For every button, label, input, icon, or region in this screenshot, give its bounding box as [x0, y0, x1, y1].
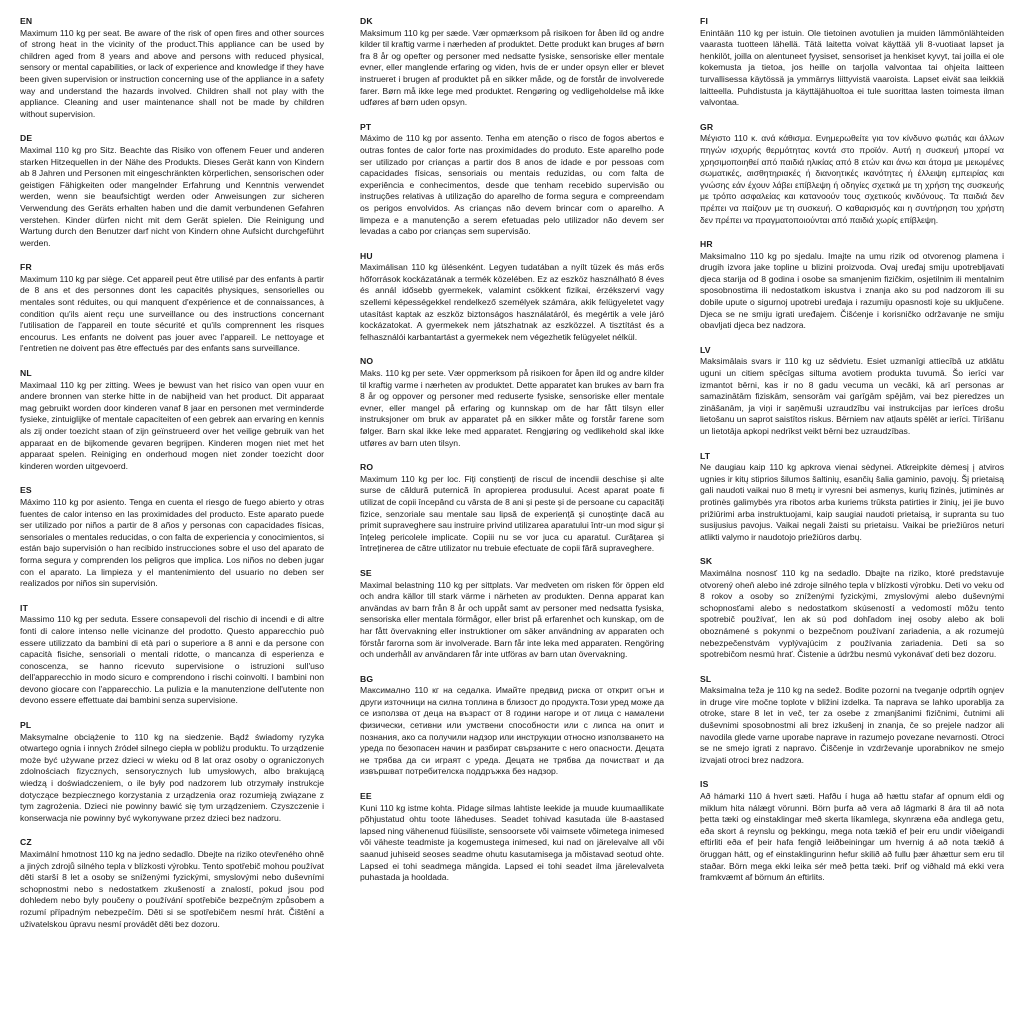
lang-code-ro: RO	[360, 462, 374, 473]
lang-code-pt: PT	[360, 121, 372, 132]
lang-section-ee	[360, 791, 664, 884]
lang-section-en	[20, 16, 324, 120]
lang-section-lv	[700, 345, 1004, 438]
lang-section-se	[360, 568, 664, 661]
lang-text-bg: Максимално 110 кг на седалка. Имайте предвид риска от открит огън и други източници на силна топлина в близост до продукта.Този уред може да се използва от деца на възраст от 8 години нагоре и от лица с намалени физически, сетивни или умствени способности или с липса на опит и познания, ако са получили надзор или инструкции относно използването на уреда по безопасен начин и разбират свързаните с него опасности. Децата не трябва да си играят с уреда. Децата не трябва да почистват и да извършват потребителска поддръжка без надзор.	[360, 685, 664, 777]
lang-code-fr: FR	[20, 262, 32, 273]
lang-text-fi: Enintään 110 kg per istuin. Ole tietoinen avotulien ja muiden lämmönlähteiden vaarasta tuotteen lähellä. Tätä laitetta voivat käyttää yli 8-vuotiaat lapset ja henkilöt, joilla on alentuneet fyysiset, sensoriset ja henkiset kyvyt, tai joilla ei ole kokemusta ja tietoa, jos heille on tarjolla valvontaa tai ohjeita laitteen turvallisessa käytössä ja ymmärrys liittyvistä vaaroista. Lapset eivät saa leikkiä laitteella. Puhdistusta ja käyttäjähuoltoa ei tule suorittaa lasten toimesta ilman valvontaa.	[700, 27, 1004, 108]
lang-section-gr	[700, 122, 1004, 226]
lang-code-bg: BG	[360, 673, 374, 684]
lang-section-is	[700, 779, 1004, 883]
lang-section-it	[20, 603, 324, 707]
lang-code-sl: SL	[700, 673, 712, 684]
lang-text-ro: Maximum 110 kg per loc. Fiți conștienți de riscul de incendii deschise și alte surse de căldură puternică în apropierea produsului. Acest aparat poate fi utilizat de copii începând cu vârsta de 8 ani și peste și de persoane cu capacități fizice, senzoriale sau mentale sau lipsă de experiență și cunoștințe dacă au primit supraveghere sau instruire privind utilizarea aparatului într-un mod sigur și înțeleg pericolele implicate. Copiii nu se vor juca cu aparatul. Curățarea și întreținerea de către utilizator nu trebuie efectuate de copii fără supraveghere.	[360, 473, 664, 554]
lang-text-hr: Maksimalno 110 kg po sjedalu. Imajte na umu rizik od otvorenog plamena i drugih izvora jake topline u blizini proizvoda. Ovaj uređaj smiju upotrebljavati djeca starija od 8 godina i osobe sa smanjenim fizičkim, osjetilnim ili mentalnim sposobnostima ili nedostatkom iskustva i znanja ako su pod nadzorom ili su dobile upute o sigurnoj upotrebi uređaja i razumiju opasnosti koje su uključene. Djeca se ne smiju igrati uređajem. Čišćenje i korisničko održavanje ne smiju obavljati djeca bez nadzora.	[700, 250, 1004, 331]
lang-section-ro	[360, 462, 664, 555]
lang-code-es: ES	[20, 485, 32, 496]
lang-code-nl: NL	[20, 368, 32, 379]
column-left	[20, 16, 324, 1010]
lang-code-no: NO	[360, 356, 374, 367]
lang-text-nl: Maximaal 110 kg per zitting. Wees je bewust van het risico van open vuur en andere bronnen van sterke hitte in de nabijheid van het product. Dit apparaat mag gebruikt worden door kinderen vanaf 8 jaar en personen met verminderde fysieke, zintuiglijke of mentale capaciteiten of een gebrek aan ervaring en kennis als zij onder toezicht staan of zijn geïnstrueerd over het veilige gebruik van het apparaat en de bijkomende gevaren begrijpen. Kinderen mogen niet met het apparaat spelen. Reiniging en onderhoud mogen niet zonder toezicht door kinderen worden uitgevoerd.	[20, 379, 325, 471]
lang-text-gr: Μέγιστο 110 κ. ανά κάθισμα. Ενημερωθείτε για τον κίνδυνο φωτιάς και άλλων πηγών ισχυρής θερμότητας κοντά στο προϊόν. Αυτή η συσκευή μπορεί να χρησιμοποιηθεί από παιδιά ηλικίας από 8 ετών και άνω και άτομα με μειωμένες σωματικές, αισθητηριακές ή διανοητικές ικανότητες ή έλλειψη εμπειρίας και γνώσης εάν έχουν λάβει επίβλεψη ή οδηγίες σχετικά με τη χρήση της συσκευής με τρόπο ασφαλείας και κατανοούν τους σχετικούς κινδύνους. Τα παιδιά δεν πρέπει να παίζουν με τη συσκευή. Ο καθαρισμός και η συντήρηση του χρήστη δεν πρέπει να πραγματοποιούνται από παιδιά χωρίς επίβλεψη.	[700, 133, 1004, 225]
lang-code-gr: GR	[700, 121, 714, 132]
lang-text-lt: Ne daugiau kaip 110 kg apkrova vienai sėdynei. Atkreipkite dėmesį į atviros ugnies ir kitų stiprios šilumos šaltinių, esančių šalia gaminio, pavojų. Šį prietaisą gali naudoti vaikai nuo 8 metų ir vyresni bei asmenys, kurių fizinės, jutiminės ar protinės galimybės yra ribotos arba kuriems trūksta patirties ir žinių, jei jie buvo prižiūrimi arba instruktuojami, kaip saugiai naudoti prietaisą, ir supranta su tuo susijusius pavojus. Vaikai negali žaisti su prietaisu. Vaikai be priežiūros neturi atlikti valymo ir naudotojo priežiūros darbų.	[700, 462, 1004, 542]
lang-code-cz: CZ	[20, 837, 32, 848]
lang-code-lt: LT	[700, 450, 711, 461]
lang-section-hu	[360, 251, 664, 344]
lang-code-en: EN	[20, 16, 33, 26]
lang-text-de: Maximal 110 kg pro Sitz. Beachte das Risiko von offenem Feuer und anderen starken Hitzequellen in der Nähe des Produkts. Dieses Gerät kann von Kindern ab 8 Jahren und Personen mit eingeschränkten körperlichen, sensorischen oder geistigen Fähigkeiten oder mangelnder Erfahrung und Kenntnis verwendet werden, wenn sie beaufsichtigt werden oder Anweisungen zur sicheren Verwendung des Geräts erhalten haben und die damit verbundenen Gefahren verstehen. Kinder dürfen nicht mit dem Gerät spielen. Die Reinigung und Wartung durch den Benutzer darf nicht von Kindern ohne Aufsicht durchgeführt werden.	[20, 144, 324, 248]
lang-code-lv: LV	[700, 344, 711, 355]
lang-code-ee: EE	[360, 791, 372, 802]
lang-text-pl: Maksymalne obciążenie to 110 kg na siedzenie. Bądź świadomy ryzyka otwartego ognia i innych źródeł silnego ciepła w pobliżu produktu. To urządzenie może być używane przez dzieci w wieku od 8 lat oraz osoby o ograniczonych zdolnościach fizycznych, sensorycznych lub umysłowych, albo brakującą wiedzą i doświadczeniem, o ile były pod nadzorem lub otrzymały instrukcje dotyczące bezpiecznego korzystania z urządzenia oraz rozumieją związane z tym zagrożenia. Dzieci nie powinny bawić się tym urządzeniem. Czyszczenie i konserwacja nie powinny być wykonywane przez dzieci bez nadzoru.	[20, 731, 324, 823]
lang-section-es	[20, 485, 324, 589]
lang-text-dk: Maksimum 110 kg per sæde. Vær opmærksom på risikoen for åben ild og andre kilder til kraftig varme i nærheden af produktet. Dette produkt kan bruges af børn fra 8 år og opefter og personer med nedsatte fysiske, sensoriske eller mentale evner, eller manglende erfaring og viden, hvis de er under opsyn eller er blevet instrueret i brugen af produktet på en sikker måde, og de forstår de involverede farer. Børn må ikke lege med produktet. Rengøring og vedligeholdelse må ikke udføres af børn uden opsyn.	[360, 27, 664, 108]
lang-section-nl	[20, 368, 324, 472]
lang-section-de	[20, 133, 324, 249]
lang-section-pt	[360, 122, 664, 238]
lang-section-sl	[700, 674, 1004, 767]
lang-text-fr: Maximum 110 kg par siège. Cet appareil peut être utilisé par des enfants à partir de 8 ans et des personnes dont les capacités physiques, sensorielles ou mentales sont réduites, ou qui manquent d'expérience et de connaissances, à condition qu'ils aient reçu une surveillance ou des instructions concernant l'utilisation de l'appareil en toute sécurité et qu'ils comprennent les risques encourus. Les enfants ne doivent pas jouer avec l'appareil. Le nettoyage et l'entretien ne doivent pas être effectués par des enfants sans surveillance.	[20, 273, 324, 354]
lang-text-es: Máximo 110 kg por asiento. Tenga en cuenta el riesgo de fuego abierto y otras fuentes de calor intenso en las proximidades del producto. Este aparato puede ser utilizado por niños a partir de 8 años y personas con capacidades físicas, sensoriales o mentales reducidas, o con falta de experiencia y conocimientos, si están bajo supervisión o han recibido instrucciones sobre el uso del aparato de forma segura y comprenden los peligros que implica. Los niños no deben jugar con el aparato. La limpieza y el mantenimiento del usuario no deben ser realizados por niños sin supervisión.	[20, 496, 324, 589]
lang-text-is: Að hámarki 110 á hvert sæti. Hafðu í huga að hættu stafar af opnum eldi og miklum hita nálægt vörunni. Börn þurfa að vera að lágmarki 8 ára til að nota þetta tæki og einstaklingar með skerta líkamlega, skynræna eða andlega getu, eða skort á reynslu og þekkingu, mega nota tækið ef þeir eru undir viðeigandi eftirliti eða ef þeir hafa fengið leiðbeiningar um hvernig á að nota tækið á öruggan hátt, og ef einstaklingurinn hefur skilið að fullu þær áhættur sem eru til staðar. Börn mega ekki leika sér með þetta tæki. Þrif og viðhald má ekki vera framkvæmt af börnum án eftirlits.	[700, 791, 1004, 883]
lang-code-is: IS	[700, 779, 709, 790]
lang-text-sk: Maximálna nosnosť 110 kg na sedadlo. Dbajte na riziko, ktoré predstavuje otvorený oheň alebo iné zdroje silného tepla v blízkosti výrobku. Deti vo veku od 8 rokov a osoby so zníženými fyzickými, zmyslovými alebo duševnými schopnosťami alebo s nedostatkom skúseností a vedomostí môžu tento spotrebič používať, len ak sú pod dohľadom inej osoby alebo ak boli oboznámené s pokynmi o bezpečnom používaní zariadenia, a ak rozumejú nebezpečenstvám vyplývajúcim z používania zariadenia. Deti sa so spotrebičom nesmú hrať. Čistenie a údržbu nesmú vykonávať deti bez dozoru.	[700, 567, 1004, 660]
lang-text-no: Maks. 110 kg per sete. Vær oppmerksom på risikoen for åpen ild og andre kilder til kraftig varme i nærheten av produktet. Dette apparatet kan brukes av barn fra 8 år og oppover og personer med reduserte fysiske, sensoriske eller mentale evner, eller mangel på erfaring og kunnskap om de har fått tilsyn eller instruksjoner om bruk av apparatet på en sikker måte og forstår farene som følger. Barn skal ikke leke med apparatet. Rengjøring og vedlikehold skal ikke utføres av barn uten tilsyn.	[360, 368, 664, 448]
lang-text-se: Maximal belastning 110 kg per sittplats. Var medveten om risken för öppen eld och andra källor till stark värme i närheten av produkten. Denna apparat kan användas av barn från 8 år och uppåt samt av personer med nedsatta fysiska, sensoriska eller mentala förmågor, eller brist på erfarenhet och kunskap, om de har fått övervakning eller instruktioner om säker användning av apparaten och förstår farorna som är involverade. Barn får inte leka med apparaten. Rengöring och underhåll av användaren får inte utföras av barn utan övervakning.	[360, 579, 664, 660]
lang-code-hu: HU	[360, 250, 373, 261]
lang-text-it: Massimo 110 kg per seduta. Essere consapevoli del rischio di incendi e di altre fonti di calore intenso nelle vicinanze del prodotto. Questo apparecchio può essere utilizzato da bambini di età pari o superiore a 8 anni e da persone con capacità fisiche, sensoriali o mentali ridotte, o mancanza di esperienza e conoscenza, se hanno ricevuto supervisione o istruzioni sull'uso dell'apparecchio in modo sicuro e comprendono i rischi coinvolti. I bambini non devono giocare con l'apparecchio. La pulizia e la manutenzione dell'utente non devono essere effettuate dai bambini senza supervisione.	[20, 614, 324, 706]
lang-section-bg	[360, 674, 664, 778]
lang-text-ee: Kuni 110 kg istme kohta. Pidage silmas lahtiste leekide ja muude kuumaallikate põhjustatud ohtu toote läheduses. Seadet tohivad kasutada üle 8-aastased lapsed ning vähenenud füüsiliste, sensoorsete või vaimsete võimetega inimesed või väheste teadmiste ja kogemustega inimesed, kui nad on järelevalve all või saanud juhiseid seoses seadme ohutu kasutamisega ja mõistavad seotud ohte. Lapsed ei tohi seadmega mängida. Lapsed ei tohi seadet ilma järelevalveta puhastada ja hooldada.	[360, 802, 664, 883]
lang-section-cz	[20, 837, 324, 930]
lang-text-hu: Maximálisan 110 kg ülésenként. Legyen tudatában a nyílt tüzek és más erős hőforrások kockázatának a termék közelében. Ez az eszköz használható 8 éves és annál idősebb gyermekek, valamint csökkent fizikai, érzékszervi vagy szellemi képességekkel rendelkező személyek számára, akik felügyeletet vagy utasítást kaptak az eszköz biztonságos használatáról, és megértik a vele járó kockázatokat. A gyermekek nem játszhatnak az eszközzel. A tisztítást és a felhasználói karbantartást a gyermekek nem végezhetik felügyelet nélkül.	[360, 262, 664, 342]
lang-text-sl: Maksimalna teža je 110 kg na sedež. Bodite pozorni na tveganje odprtih ognjev in druge vire močne toplote v bližini izdelka. Ta naprava se lahko uporablja za otroke, stare 8 let in več, ter za osebe z zmanjšanimi fizičnimi, čutnimi ali duševnimi sposobnostmi ali brez izkušenj in znanja, če so prejele nadzor ali navodila glede varne uporabe naprave in razumejo povezane nevarnosti. Otroci se ne smejo igrati z napravo. Čiščenje in vzdrževanje uporabnikov ne smejo izvajati otroci brez nadzora.	[700, 685, 1004, 765]
lang-section-fi	[700, 16, 1004, 109]
lang-text-cz: Maximální hmotnost 110 kg na jedno sedadlo. Dbejte na riziko otevřeného ohně a jiných zdrojů silného tepla v blízkosti výrobku. Tento spotřebič mohou používat děti starší 8 let a osoby se sníženými fyzickými, smyslovými nebo duševními schopnostmi nebo s nedostatkem zkušeností a znalostí, pokud jsou pod dohledem nebo byly poučeny o používání spotřebiče bezpečným způsobem a rozumí případným nebezpečím. Děti si se spotřebičem nesmí hrát. Čištění a uživatelskou úpravu nesmí provádět děti bez dozoru.	[20, 849, 324, 929]
lang-code-hr: HR	[700, 239, 713, 250]
lang-code-de: DE	[20, 133, 33, 144]
lang-section-no	[360, 356, 664, 449]
lang-code-pl: PL	[20, 720, 32, 731]
lang-code-se: SE	[360, 567, 372, 578]
lang-section-hr	[700, 239, 1004, 332]
column-right	[700, 16, 1004, 1010]
lang-section-fr	[20, 262, 324, 355]
lang-code-dk: DK	[360, 16, 373, 26]
lang-text-en: Maximum 110 kg per seat. Be aware of the risk of open fires and other sources of strong heat in the vicinity of the product.This appliance can be used by children aged from 8 years and above and persons with reduced physical, sensory or mental capabilities, or lack of experience and knowledge if they have been given supervision or instruction concerning use of the appliance in a safety way and understand the hazards involved. Children shall not play with the appliance. Cleaning and user maintenance shall not be made by children without supervision.	[20, 27, 324, 119]
lang-section-lt	[700, 451, 1004, 544]
lang-code-it: IT	[20, 602, 29, 613]
column-middle	[360, 16, 664, 1010]
lang-code-fi: FI	[700, 16, 709, 26]
lang-section-pl	[20, 720, 324, 824]
lang-text-pt: Máximo de 110 kg por assento. Tenha em atenção o risco de fogos abertos e outras fontes de calor forte nas proximidades do produto. Este aparelho pode ser utilizado por crianças a partir dos 8 anos de idade e por pessoas com capacidades físicas, sensoriais ou mentais reduzidas, ou com falta de experiência e conhecimentos, desde que tenham recebido supervisão ou instruções relativas à utilização do aparelho de forma segura e compreendam os perigos envolvidos. As crianças não devem brincar com o aparelho. A limpeza e a manutenção a serem efetuadas pelo utilizador não devem ser levadas a cabo por crianças sem supervisão.	[360, 133, 664, 237]
lang-section-dk	[360, 16, 664, 109]
lang-text-lv: Maksimālais svars ir 110 kg uz sēdvietu. Esiet uzmanīgi attiecībā uz atklātu uguni un citiem spēcīgas siltuma avotiem produkta tuvumā. Šo ierīci var izmantot bērni, kas ir no 8 gadu vecuma un vecāki, kā arī personas ar samazinātām fiziskām, sensorām vai garīgām spējām, vai bez pieredzes un zināšanām, ja viņi ir saņēmuši uzraudzību vai instrukcijas par ierīces drošu lietošanu un saprot saistītos riskus. Bērniem nav atļauts spēlēt ar ierīci. Tīrīšanu un lietotāja apkopi nedrīkst veikt bērni bez uzraudzības.	[700, 356, 1004, 436]
lang-section-sk	[700, 556, 1004, 660]
lang-code-sk: SK	[700, 556, 713, 567]
